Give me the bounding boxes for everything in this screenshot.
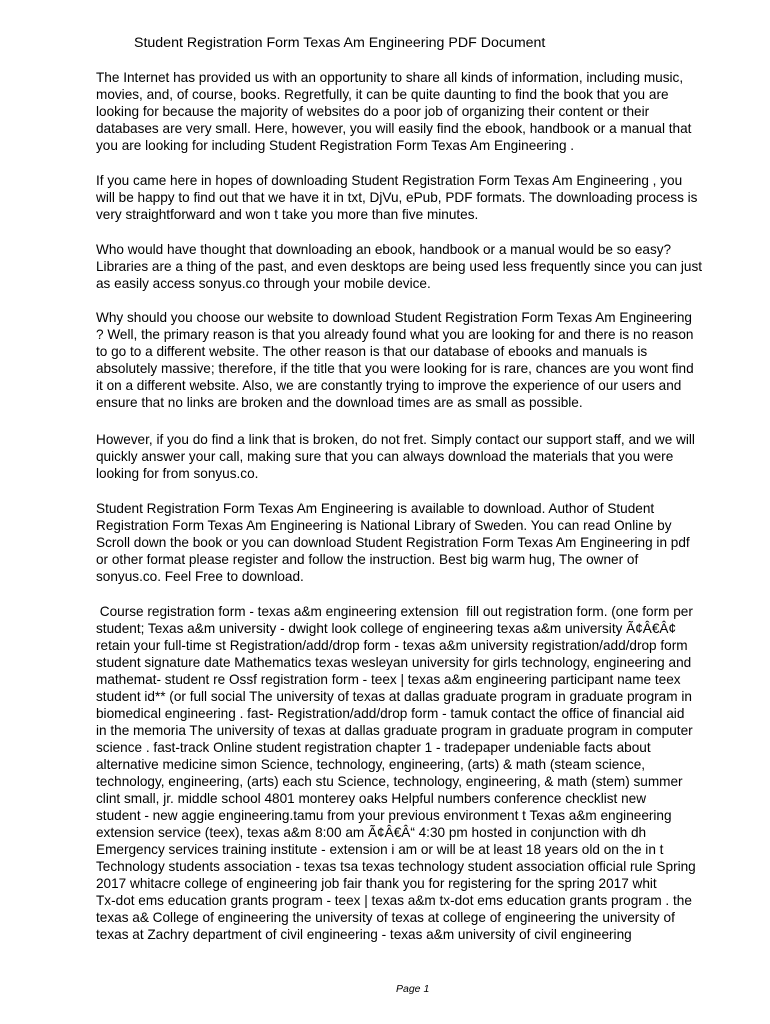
text-line: clint small, jr. middle school 4801 monterey oaks Helpful numbers conference checklist new xyxy=(96,791,647,806)
text-line: retain your full-time st Registration/add/drop form - texas a&m university registration/add/drop form xyxy=(96,638,688,653)
text-line: alternative medicine simon Science, technology, engineering, (arts) & math (steam science, xyxy=(96,757,646,772)
text-line: Emergency services training institute - extension i am or will be at least 18 years old on the in t xyxy=(96,842,664,857)
text-line: ensure that no links are broken and the download times are as small as possible. xyxy=(96,395,583,410)
text-line: quickly answer your call, making sure that you can always download the materials that you were xyxy=(96,449,674,464)
text-line: very straightforward and won t take you more than five minutes. xyxy=(96,207,479,222)
text-line: mathemat- student re Ossf registration form - teex | texas a&m engineering participant name teex xyxy=(96,672,681,687)
text-line: databases are very small. Here, however, you will easily find the ebook, handbook or a manual that xyxy=(96,121,692,136)
text-line: student - new aggie engineering.tamu from your previous environment t Texas a&m engineering xyxy=(96,808,672,823)
text-line: will be happy to find out that we have it in txt, DjVu, ePub, PDF formats. The downloading process is xyxy=(96,190,698,205)
text-line: you are looking for including Student Registration Form Texas Am Engineering . xyxy=(96,138,575,153)
page-title: Student Registration Form Texas Am Engineering PDF Document xyxy=(134,35,546,51)
text-line: student signature date Mathematics texas wesleyan university for girls technology, engineering and xyxy=(96,655,692,670)
text-line: Student Registration Form Texas Am Engineering is available to download. Author of Student xyxy=(96,501,655,516)
text-line: to go to a different website. The other reason is that our database of ebooks and manuals is xyxy=(96,344,648,359)
paragraph-why xyxy=(96,309,742,411)
paragraph-intro xyxy=(96,69,742,154)
text-line: looking for because the majority of websites do a poor job of organizing their content or their xyxy=(96,104,650,119)
text-line: texas at Zachry department of civil engineering - texas a&m university of civil engineering xyxy=(96,927,632,942)
text-line: student; Texas a&m university - dwight look college of engineering texas a&m university Ã¢Â€Â¢ xyxy=(96,621,677,636)
text-line: extension service (teex), texas a&m 8:00 am Ã¢Â€Â“ 4:30 pm hosted in conjunction with dh xyxy=(96,825,647,840)
text-line: Course registration form - texas a&m engineering extension fill out registration form. (one form per xyxy=(96,604,693,619)
paragraph-easy xyxy=(96,241,742,292)
text-line: biomedical engineering . fast- Registration/add/drop form - tamuk contact the office of financial aid xyxy=(96,706,685,721)
text-line: technology, engineering, (arts) each stu Science, technology, engineering, & math (stem) summer xyxy=(96,774,683,789)
text-line: Tx-dot ems education grants program - teex | texas a&m tx-dot ems education grants program . the xyxy=(96,893,692,908)
text-line: If you came here in hopes of downloading Student Registration Form Texas Am Engineering , you xyxy=(96,173,683,188)
paragraph-download xyxy=(96,500,742,585)
text-line: or other format please register and follow the instruction. Best big warm hug, The owner of xyxy=(96,552,639,567)
paragraph-formats xyxy=(96,172,742,223)
text-line: it on a different website. Also, we are constantly trying to improve the experience of our users and xyxy=(96,378,682,393)
text-line: Registration Form Texas Am Engineering is National Library of Sweden. You can read Online by xyxy=(96,518,672,533)
text-line: Scroll down the book or you can download Student Registration Form Texas Am Engineering in pdf xyxy=(96,535,690,550)
text-line: in the memoria The university of texas at dallas graduate program in graduate program in computer xyxy=(96,723,693,738)
text-line: sonyus.co. Feel Free to download. xyxy=(96,569,304,584)
text-line: movies, and, of course, books. Regretfully, it can be quite daunting to find the book that you are xyxy=(96,87,669,102)
text-line: texas a& College of engineering the university of texas at college of engineering the university of xyxy=(96,910,675,925)
text-line: ? Well, the primary reason is that you already found what you are looking for and there is no reason xyxy=(96,327,694,342)
text-line: looking for from sonyus.co. xyxy=(96,466,259,481)
paragraph-related-links xyxy=(96,603,742,943)
page-number: Page 1 xyxy=(396,983,430,995)
text-line: science . fast-track Online student registration chapter 1 - tradepaper undeniable facts about xyxy=(96,740,651,755)
text-line: Technology students association - texas tsa texas technology student association official rule Spring xyxy=(96,859,696,874)
text-line: The Internet has provided us with an opportunity to share all kinds of information, including music, xyxy=(96,70,684,85)
text-line: Libraries are a thing of the past, and even desktops are being used less frequently since you can just xyxy=(96,259,703,274)
paragraph-support xyxy=(96,431,742,482)
text-line: 2017 whitacre college of engineering job fair thank you for registering for the spring 2017 whit xyxy=(96,876,657,891)
text-line: Why should you choose our website to download Student Registration Form Texas Am Engineering xyxy=(96,310,692,325)
text-line: student id** (or full social The university of texas at dallas graduate program in graduate program in xyxy=(96,689,692,704)
text-line: as easily access sonyus.co through your mobile device. xyxy=(96,276,431,291)
text-line: However, if you do find a link that is broken, do not fret. Simply contact our support staff, and we will xyxy=(96,432,695,447)
text-line: Who would have thought that downloading an ebook, handbook or a manual would be so easy? xyxy=(96,242,672,257)
text-line: absolutely massive; therefore, if the title that you were looking for is rare, chances are you wont find xyxy=(96,361,694,376)
